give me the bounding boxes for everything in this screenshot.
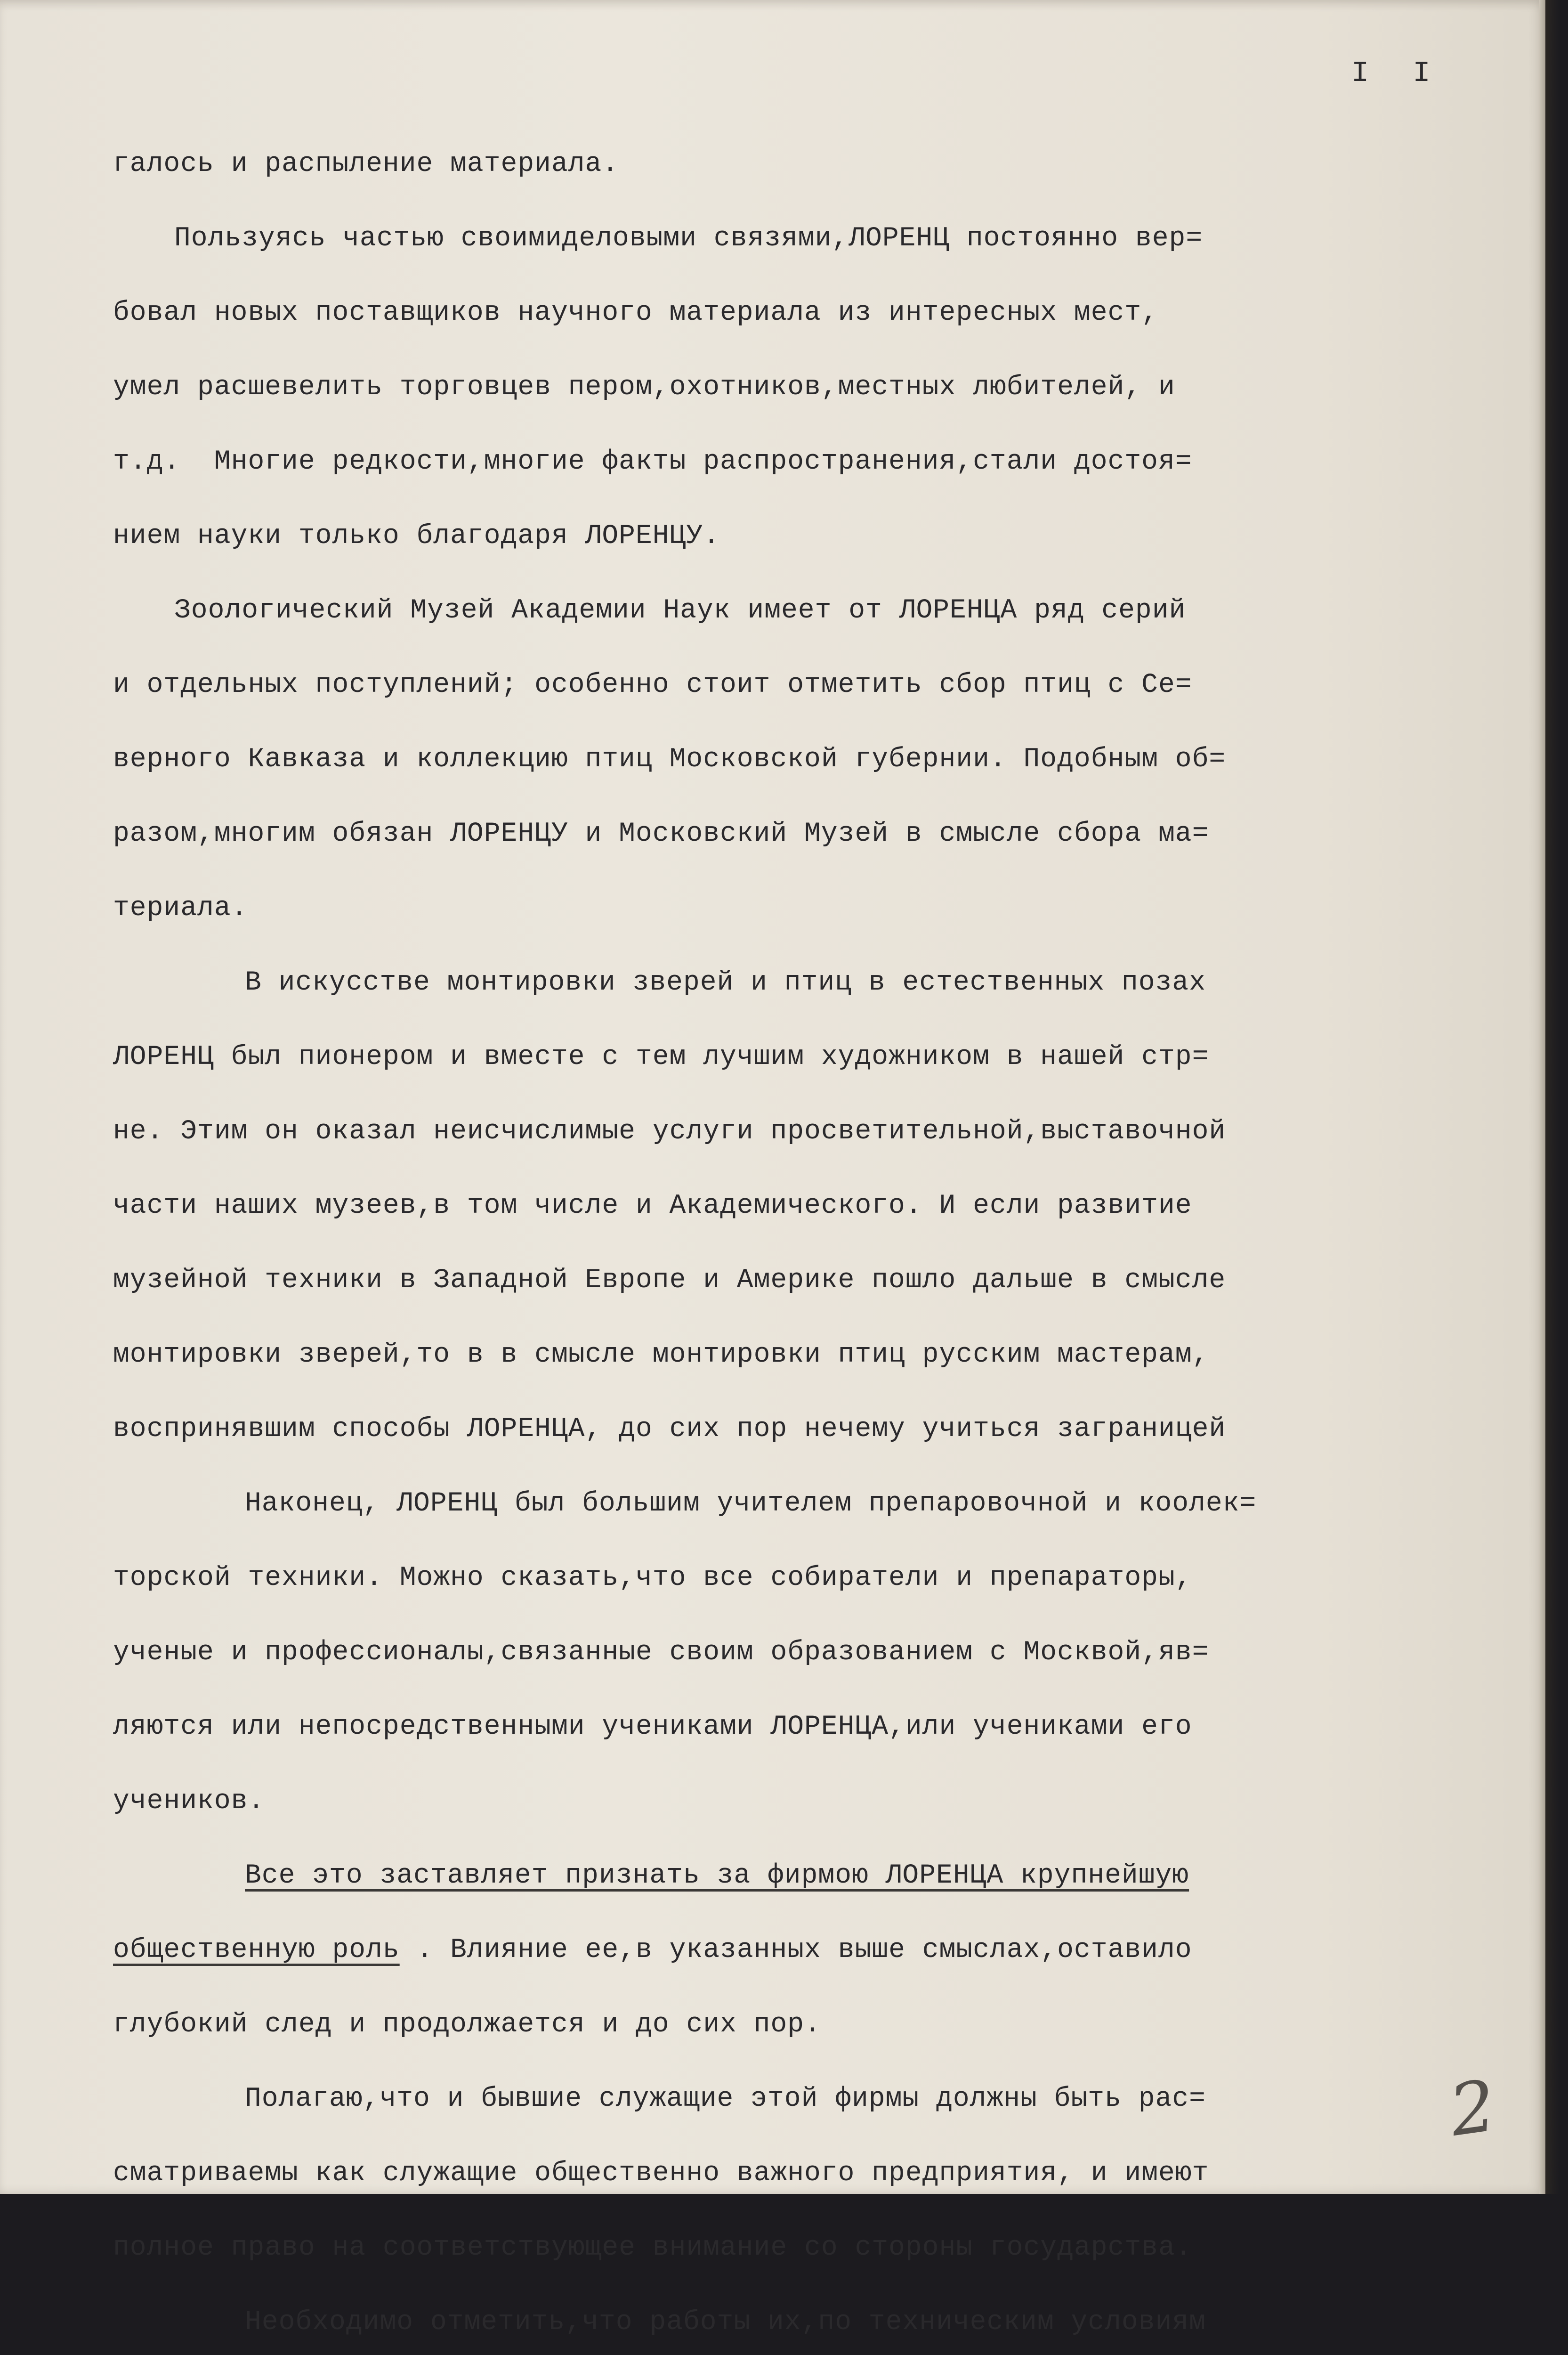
text-line [113,1913,1516,1988]
text-line [113,1764,1516,1839]
text-line [113,797,1516,871]
page-number: I I [1351,57,1444,90]
text-segment: Наконец, ЛОРЕНЦ был большим учителем препаровочной и коолек= [245,1488,1257,1519]
text-segment: сматриваемы как служащие общественно важного предприятия, и имеют [113,2158,1209,2189]
text-segment: бовал новых поставщиков научного материала из интересных мест, [113,298,1158,328]
text-line [113,425,1516,499]
text-line [113,202,1516,276]
text-line [113,2211,1516,2285]
text-line [113,1243,1516,1318]
text-segment: Необходимо отметить,что работы их,по техническим условиям [245,2307,1206,2338]
text-segment: ляются или непосредственными учениками ЛОРЕНЦА,или учениками его [113,1712,1192,1742]
typewritten-text [113,127,1516,2355]
text-segment: галось и распыление материала. [113,149,619,179]
text-line [113,946,1516,1020]
text-line [113,127,1516,202]
text-segment: т.д. Многие редкости,многие факты распространения,стали достоя= [113,447,1192,477]
text-segment: ЛОРЕНЦ был пионером и вместе с тем лучшим художником в нашей стр= [113,1042,1209,1072]
text-segment: нием науки только благодаря ЛОРЕНЦУ. [113,521,720,552]
text-line [113,1020,1516,1095]
text-line [113,1095,1516,1169]
text-segment: учеников. [113,1786,265,1817]
text-segment: музейной техники в Западной Европе и Америке пошло дальше в смысле [113,1265,1226,1296]
text-line [113,1541,1516,1616]
text-segment: воспринявшим способы ЛОРЕНЦА, до сих пор нечему учиться заграницей [113,1414,1226,1445]
text-segment: не. Этим он оказал неисчислимые услуги просветительной,выставочной [113,1116,1226,1147]
text-segment: териала. [113,893,248,924]
text-segment: части наших музеев,в том числе и Академического. И если развитие [113,1191,1192,1221]
text-line [113,574,1516,648]
text-segment: В искусстве монтировки зверей и птиц в естественных позах [245,967,1206,998]
text-segment: умел расшевелить торговцев пером,охотников,местных любителей, и [113,372,1175,403]
text-segment: Пользуясь частью своимиделовыми связями,ЛОРЕНЦ постоянно вер= [174,223,1203,254]
text-segment: полное право на соответствующее внимание со стороны государства. [113,2233,1192,2263]
text-segment: Полагаю,что и бывшие служащие этой фирмы должны быть рас= [245,2084,1206,2114]
underlined-text: общественную роль [113,1935,400,1965]
text-segment: монтировки зверей,то в в смысле монтировки птиц русским мастерам, [113,1340,1209,1370]
text-segment: верного Кавказа и коллекцию птиц Московской губернии. Подобным об= [113,744,1226,775]
text-line [113,1467,1516,1541]
text-line [113,1616,1516,1690]
text-line [113,1169,1516,1243]
text-line [113,2062,1516,2136]
text-segment: торской техники. Можно сказать,что все собиратели и препараторы, [113,1563,1192,1593]
text-line [113,1839,1516,1913]
text-segment: разом,многим обязан ЛОРЕНЦУ и Московский Музей в смысле сбора ма= [113,819,1209,849]
text-line [113,871,1516,946]
text-segment: . Влияние ее,в указанных выше смыслах,оставило [399,1935,1192,1965]
text-line [113,648,1516,723]
text-line [113,2285,1516,2355]
text-line [113,276,1516,350]
text-line [113,1318,1516,1392]
text-line [113,1392,1516,1467]
text-segment: ученые и профессионалы,связанные своим образованием с Москвой,яв= [113,1637,1209,1668]
text-line [113,499,1516,574]
underlined-text: Все это заставляет признать за фирмою ЛОРЕНЦА крупнейшую [245,1860,1189,1891]
handwritten-page-mark: 2 [1445,2065,1501,2152]
text-line [113,2136,1516,2211]
text-segment: глубокий след и продолжается и до сих пор. [113,2009,821,2040]
text-line [113,723,1516,797]
text-line [113,1690,1516,1764]
underlying-sheet [1545,0,1568,2194]
text-segment: Зоологический Музей Академии Наук имеет от ЛОРЕНЦА ряд серий [174,595,1186,626]
text-line [113,350,1516,425]
text-segment: и отдельных поступлений; особенно стоит отметить сбор птиц с Се= [113,670,1192,700]
text-line [113,1988,1516,2062]
